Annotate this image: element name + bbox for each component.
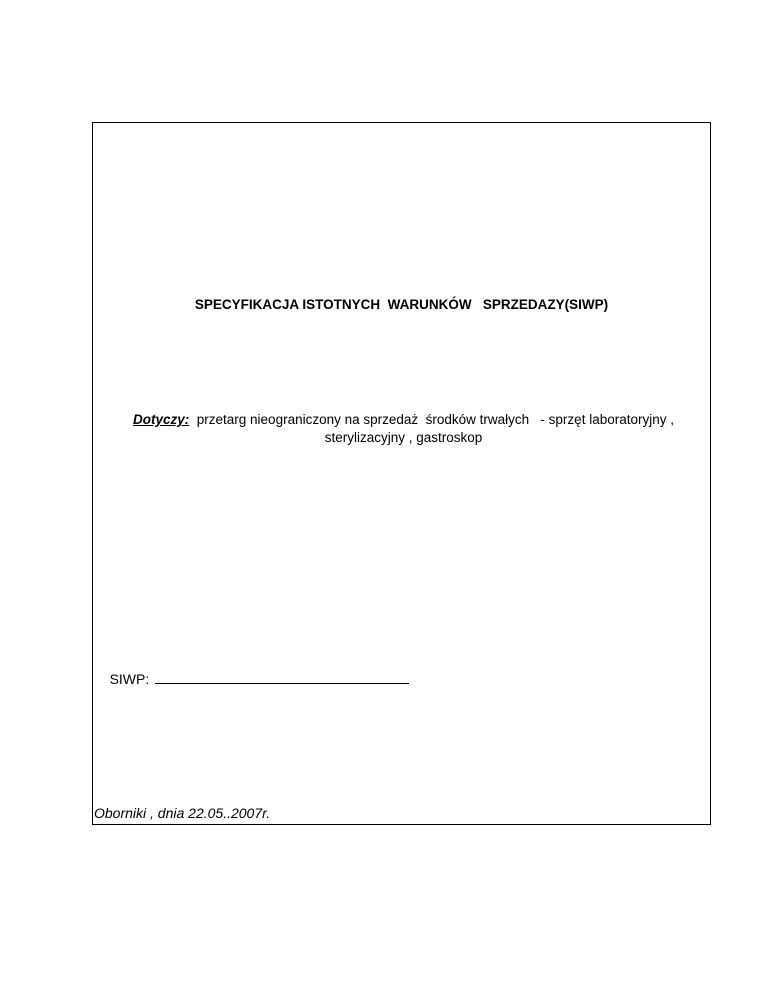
siwp-blank-line bbox=[155, 670, 409, 684]
subject-label: Dotyczy: bbox=[133, 412, 190, 427]
subject-text: przetarg nieograniczony na sprzedaż środków trwałych - sprzęt laboratoryjny , sterylizacyjny , gastroskop bbox=[189, 412, 678, 445]
document-frame bbox=[92, 122, 711, 825]
document-title: SPECYFIKACJA ISTOTNYCH WARUNKÓW SPRZEDAZY(SIWP) bbox=[194, 297, 609, 312]
place-date: Oborniki , dnia 22.05..2007r. bbox=[94, 805, 271, 821]
subject-block bbox=[101, 411, 706, 447]
siwp-label: SIWP: bbox=[109, 671, 150, 687]
siwp-row bbox=[94, 654, 409, 703]
